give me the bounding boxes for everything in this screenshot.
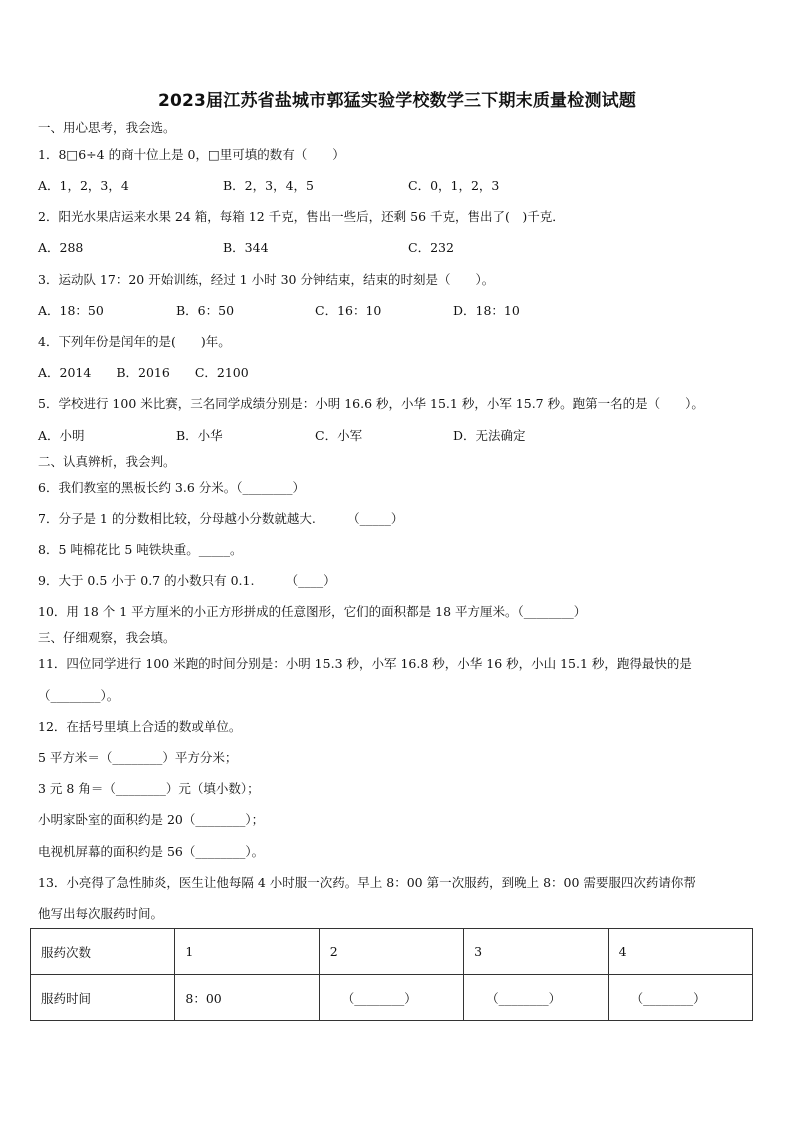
table-cell: 4 bbox=[608, 929, 752, 975]
question-5-option-b: B．小华 bbox=[176, 428, 223, 443]
question-5-option-c: C．小军 bbox=[315, 428, 363, 443]
question-3-option-a: A．18：50 bbox=[38, 303, 104, 318]
question-4-options: A．2014 B．2016 C．2100 bbox=[38, 365, 249, 380]
question-2-option-c: C．232 bbox=[408, 240, 454, 255]
section-1-heading: 一、用心思考，我会选。 bbox=[38, 120, 176, 135]
question-5-option-a: A．小明 bbox=[38, 428, 85, 443]
question-3-stem: 3．运动队 17：20 开始训练，经过 1 小时 30 分钟结束，结束的时刻是（ ）。 bbox=[38, 272, 495, 287]
section-3-heading: 三、仔细观察，我会填。 bbox=[38, 630, 176, 645]
page-title: 2023届江苏省盐城市郭猛实验学校数学三下期末质量检测试题 bbox=[157, 91, 637, 111]
question-6: 6．我们教室的黑板长约 3.6 分米。（________） bbox=[38, 480, 306, 495]
question-5-stem: 5．学校进行 100 米比赛，三名同学成绩分别是：小明 16.6 秒，小华 15.1 秒，小军 15.7 秒。跑第一名的是（ ）。 bbox=[38, 396, 704, 411]
table-cell: 1 bbox=[175, 929, 319, 975]
table-row bbox=[31, 975, 753, 1021]
table-cell-header: 服药时间 bbox=[31, 975, 175, 1021]
question-3-option-d: D．18：10 bbox=[453, 303, 520, 318]
question-2-option-b: B．344 bbox=[223, 240, 269, 255]
table-cell-header: 服药次数 bbox=[31, 929, 175, 975]
question-12-blank-3: 小明家卧室的面积约是 20（________）； bbox=[38, 812, 265, 827]
dose-schedule-table bbox=[30, 928, 753, 1021]
answer-blank-cell[interactable]: （________） bbox=[464, 975, 608, 1021]
section-2-heading: 二、认真辨析，我会判。 bbox=[38, 454, 176, 469]
question-5-option-d: D．无法确定 bbox=[453, 428, 526, 443]
question-1-stem: 1．8□6÷4 的商十位上是 0，□里可填的数有（ ） bbox=[38, 147, 345, 162]
question-13-line-1: 13．小亮得了急性肺炎，医生让他每隔 4 小时服一次药。早上 8：00 第一次服药，到晚上 8：00 需要服四次药请你帮 bbox=[38, 875, 696, 890]
question-9: 9．大于 0.5 小于 0.7 的小数只有 0.1. （____） bbox=[38, 573, 336, 588]
question-7: 7．分子是 1 的分数相比较，分母越小分数就越大. （_____） bbox=[38, 511, 404, 526]
question-8: 8．5 吨棉花比 5 吨铁块重。_____。 bbox=[38, 542, 243, 557]
question-1-option-a: A．1，2，3，4 bbox=[38, 178, 129, 193]
question-12-blank-2: 3 元 8 角＝（________）元（填小数）； bbox=[38, 781, 260, 796]
question-2-stem: 2．阳光水果店运来水果 24 箱，每箱 12 千克，售出一些后，还剩 56 千克，售出了( )千克． bbox=[38, 209, 565, 224]
question-12-blank-1: 5 平方米＝（________）平方分米； bbox=[38, 750, 238, 765]
question-3-option-c: C．16：10 bbox=[315, 303, 382, 318]
question-13-line-2: 他写出每次服药时间。 bbox=[38, 906, 164, 921]
table-cell: 2 bbox=[319, 929, 463, 975]
table-cell: 3 bbox=[464, 929, 608, 975]
question-11-line-1: 11．四位同学进行 100 米跑的时间分别是：小明 15.3 秒，小军 16.8 秒，小华 16 秒，小山 15.1 秒，跑得最快的是 bbox=[38, 656, 692, 671]
question-11-line-2: （________）。 bbox=[38, 688, 120, 703]
question-12-blank-4: 电视机屏幕的面积约是 56（________）。 bbox=[38, 844, 265, 859]
answer-blank-cell[interactable]: （________） bbox=[608, 975, 752, 1021]
question-2-option-a: A．288 bbox=[38, 240, 84, 255]
question-10: 10．用 18 个 1 平方厘米的小正方形拼成的任意图形，它们的面积都是 18 平方厘米。（________） bbox=[38, 604, 587, 619]
table-row bbox=[31, 929, 753, 975]
table-cell: 8：00 bbox=[175, 975, 319, 1021]
question-1-option-b: B．2，3，4，5 bbox=[223, 178, 314, 193]
question-3-option-b: B．6：50 bbox=[176, 303, 235, 318]
answer-blank-cell[interactable]: （________） bbox=[319, 975, 463, 1021]
question-12-stem: 12．在括号里填上合适的数或单位。 bbox=[38, 719, 242, 734]
question-1-option-c: C．0，1，2，3 bbox=[408, 178, 500, 193]
question-4-stem: 4．下列年份是闰年的是( )年。 bbox=[38, 334, 231, 349]
